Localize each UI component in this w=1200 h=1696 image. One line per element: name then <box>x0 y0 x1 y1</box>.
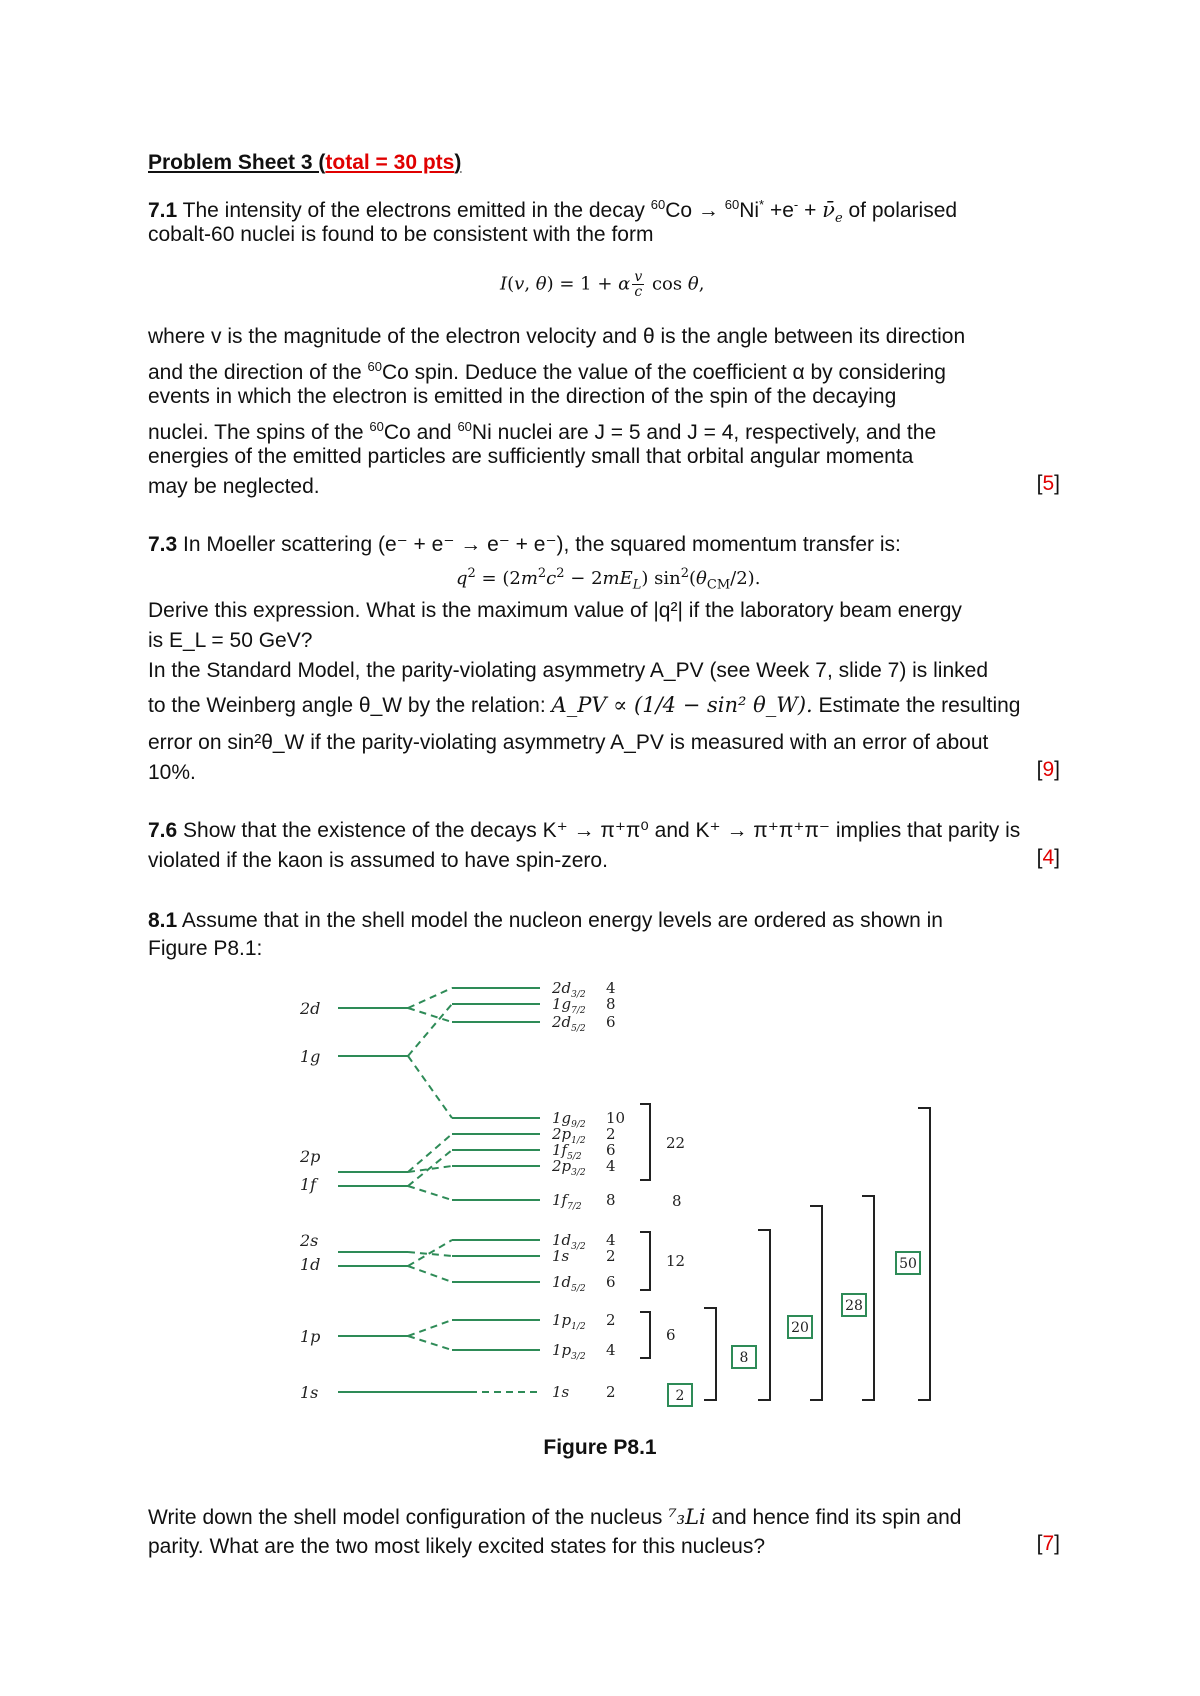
left-level-label-1s: 1s <box>300 1383 319 1402</box>
p73-line-7: 10%. <box>148 761 196 784</box>
split-level-label: $1p_{3/2}$ <box>552 1341 586 1362</box>
level-occupancy: 4 <box>606 1157 616 1175</box>
splitting-connector <box>408 1266 452 1282</box>
left-level-label-1g: 1g <box>300 1047 321 1066</box>
magic-number-label: 50 <box>899 1256 917 1272</box>
split-level-label: $1f_{7/2}$ <box>552 1191 582 1212</box>
magic-number-label: 20 <box>791 1320 809 1336</box>
left-level-label-2d: 2d <box>300 999 321 1018</box>
split-level-label: $2d_{5/2}$ <box>552 1013 586 1034</box>
p71-line-8: may be neglected. <box>148 475 320 498</box>
split-level-label: $1d_{3/2}$ <box>552 1231 586 1252</box>
splitting-connector <box>408 1008 452 1022</box>
p71-text: +e <box>764 199 794 222</box>
split-level-label: 1s <box>552 1247 570 1265</box>
p73-number: 7.3 <box>148 533 178 556</box>
splitting-connector <box>408 1150 452 1186</box>
p71-sup: 60 <box>369 419 384 434</box>
p81-marks-value: 7 <box>1042 1532 1055 1555</box>
p73-formula: $q^2 = (2m^2c^2 - 2mE_L)$ $\sin^2(\theta_{CM}/2)$. <box>456 566 761 593</box>
splitting-connector <box>408 1004 452 1056</box>
split-level-label: $2p_{3/2}$ <box>552 1157 586 1178</box>
magic-bracket <box>704 1308 716 1400</box>
p73-line-3: is E_L = 50 GeV? <box>148 629 313 652</box>
split-level-label: $1p_{1/2}$ <box>552 1311 586 1332</box>
split-level-label: $1f_{5/2}$ <box>552 1141 582 1162</box>
p81-text: Assume that in the shell model the nucleon energy levels are ordered as shown in <box>177 909 943 932</box>
left-level-label-2s: 2s <box>300 1231 319 1250</box>
p71-marks: [5] <box>1036 472 1060 495</box>
p73-text: to the Weinberg angle θ_W by the relation: <box>148 694 552 717</box>
split-level-label: $1g_{9/2}$ <box>552 1109 586 1130</box>
level-occupancy: 4 <box>606 979 616 997</box>
split-level-label: $1g_{7/2}$ <box>552 995 586 1016</box>
p76-text: Show that the existence of the decays K⁺ → π⁺π⁰ and K⁺ → π⁺π⁺π⁻ implies that parity is <box>177 819 1021 842</box>
p81-line-3 <box>148 1502 961 1533</box>
level-occupancy: 2 <box>606 1125 616 1143</box>
split-level-label: 1s <box>552 1383 570 1401</box>
shell-total: 8 <box>672 1192 682 1210</box>
p71-sup: - <box>793 197 799 212</box>
level-occupancy: 10 <box>606 1109 626 1127</box>
p73-text: Estimate the resulting <box>812 694 1021 717</box>
p81-text: Write down the shell model configuration of the nucleus <box>148 1506 669 1529</box>
shell-bracket <box>640 1232 650 1290</box>
figure-caption: Figure P8.1 <box>543 1436 657 1459</box>
left-level-label-1p: 1p <box>300 1327 321 1346</box>
splitting-connector <box>408 1320 452 1336</box>
p81-number: 8.1 <box>148 909 178 932</box>
p71-sup: 60 <box>367 359 382 374</box>
p71-text: and the direction of the <box>148 361 368 384</box>
p71-line-2: cobalt-60 nuclei is found to be consistent with the form <box>148 223 654 246</box>
magic-bracket <box>810 1206 822 1400</box>
splitting-connector <box>408 988 452 1008</box>
left-level-label-2p: 2p <box>300 1147 321 1166</box>
p73-relation: A_PV ∝ (1/4 − sin² θ_W). <box>551 693 813 717</box>
shell-bracket <box>640 1104 650 1180</box>
antineutrino-symbol: ν̄ <box>822 198 835 222</box>
split-level-label: $1d_{5/2}$ <box>552 1273 586 1294</box>
p71-text: Ni nuclei are J = 5 and J = 4, respectively, and the <box>471 421 937 444</box>
p71-line-5: events in which the electron is emitted in the direction of the spin of the decaying <box>148 385 897 408</box>
title-main: Problem Sheet 3 ( <box>148 151 326 174</box>
p71-text: The intensity of the electrons emitted in the decay <box>177 199 651 222</box>
p71-sup: * <box>759 197 765 212</box>
level-occupancy: 6 <box>606 1013 616 1031</box>
p71-sup: 60 <box>650 197 666 212</box>
split-level-label: $2p_{1/2}$ <box>552 1125 586 1146</box>
nucleus-symbol: ⁷₃Li <box>668 1505 706 1529</box>
shell-bracket <box>640 1312 650 1358</box>
p71-text: Co and <box>383 421 458 444</box>
p71-line-3: where v is the magnitude of the electron velocity and θ is the angle between its direction <box>148 325 966 348</box>
p71-text: Co → <box>665 199 725 222</box>
p71-text: nuclei. The spins of the <box>148 421 370 444</box>
p71-formula: I(v, θ) = 1 + α $\frac{v}{c}$ cos θ, <box>500 269 705 300</box>
p73-marks: [9] <box>1036 758 1060 781</box>
splitting-connector <box>408 1336 452 1350</box>
shell-total: 22 <box>666 1134 686 1152</box>
p76-line-2: violated if the kaon is assumed to have spin-zero. <box>148 849 608 872</box>
level-occupancy: 2 <box>606 1383 616 1401</box>
level-occupancy: 6 <box>606 1273 616 1291</box>
magic-bracket <box>758 1230 770 1400</box>
p81-line-4: parity. What are the two most likely excited states for this nucleus? <box>148 1535 766 1558</box>
shell-total: 6 <box>666 1326 676 1344</box>
p81-line-2: Figure P8.1: <box>148 937 263 960</box>
p81-text: and hence find its spin and <box>705 1506 962 1529</box>
p71-text: Ni <box>739 199 760 222</box>
p73-text: In Moeller scattering (e⁻ + e⁻ → e⁻ + e⁻), the squared momentum transfer is: <box>177 533 901 556</box>
p71-sup: 60 <box>457 419 472 434</box>
p76-number: 7.6 <box>148 819 178 842</box>
level-occupancy: 4 <box>606 1341 616 1359</box>
level-occupancy: 2 <box>606 1247 616 1265</box>
p73-line-4: In the Standard Model, the parity-violating asymmetry A_PV (see Week 7, slide 7) is linked <box>148 659 989 682</box>
splitting-connector <box>408 1056 452 1118</box>
p71-sub: e <box>834 211 843 227</box>
p73-line-6: error on sin²θ_W if the parity-violating asymmetry A_PV is measured with an error of about <box>148 731 989 754</box>
p76-marks-value: 4 <box>1042 846 1055 869</box>
split-level-label: $2d_{3/2}$ <box>552 979 586 1000</box>
p71-line-7: energies of the emitted particles are sufficiently small that orbital angular momenta <box>148 445 914 468</box>
title-points: total = 30 pts <box>325 151 455 174</box>
shell-total: 12 <box>666 1252 686 1270</box>
p73-marks-value: 9 <box>1042 758 1055 781</box>
level-occupancy: 8 <box>606 1191 616 1209</box>
level-occupancy: 8 <box>606 995 616 1013</box>
magic-number-label: 28 <box>845 1298 863 1314</box>
level-occupancy: 4 <box>606 1231 616 1249</box>
splitting-connector <box>408 1186 452 1200</box>
p71-text: Co spin. Deduce the value of the coefficient α by considering <box>381 361 946 384</box>
p73-line-2: Derive this expression. What is the maximum value of |q²| if the laboratory beam energy <box>148 599 962 622</box>
title-close: ) <box>454 151 462 174</box>
level-occupancy: 6 <box>606 1141 616 1159</box>
p71-number: 7.1 <box>148 199 178 222</box>
left-level-label-1d: 1d <box>300 1255 321 1274</box>
level-occupancy: 2 <box>606 1311 616 1329</box>
magic-number-label: 8 <box>739 1350 749 1366</box>
p71-marks-value: 5 <box>1042 472 1055 495</box>
p71-text: of polarised <box>842 199 958 222</box>
p81-marks: [7] <box>1036 1532 1060 1555</box>
p71-sup: 60 <box>724 197 740 212</box>
magic-number-label: 2 <box>675 1388 685 1404</box>
left-level-label-1f: 1f <box>300 1175 317 1194</box>
p76-marks: [4] <box>1036 846 1060 869</box>
p71-text: + <box>798 199 823 222</box>
